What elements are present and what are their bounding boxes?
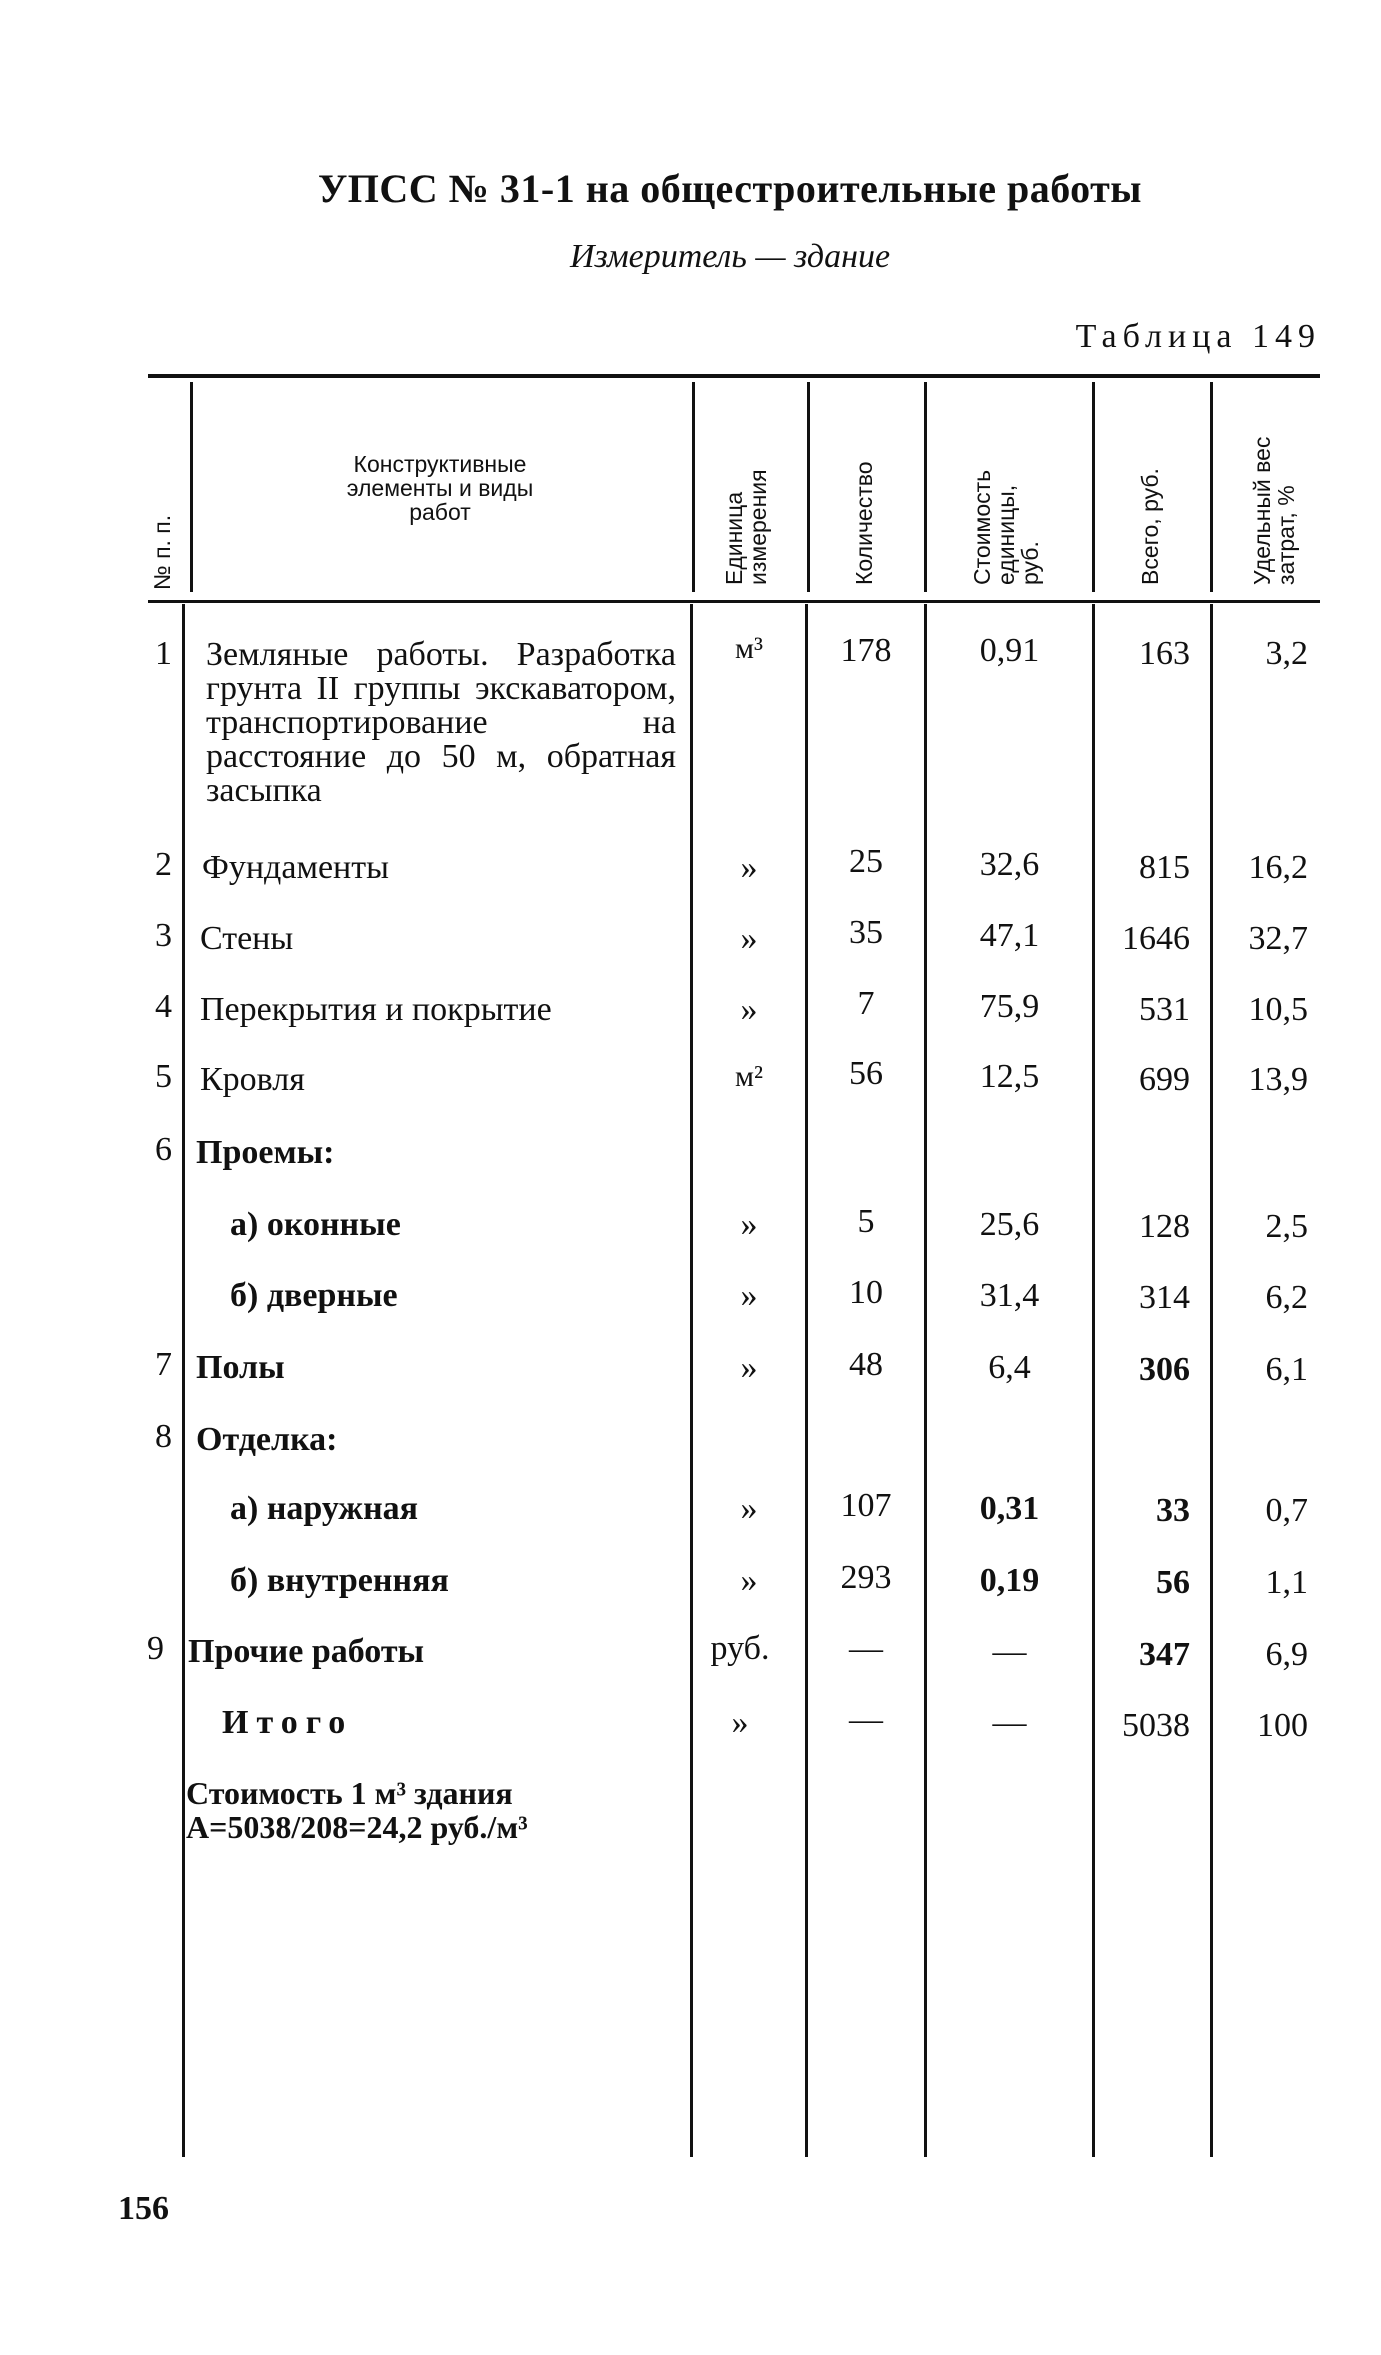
row-total: 531: [1139, 991, 1190, 1028]
header-bottom-rule: [148, 600, 1320, 603]
row-total: 33: [1156, 1492, 1190, 1529]
row-unit: »: [740, 991, 758, 1028]
table-top-rule: [148, 374, 1320, 378]
row-total: 5038: [1122, 1707, 1190, 1744]
row-total: 128: [1139, 1208, 1190, 1245]
row-name: Фундаменты: [202, 849, 389, 886]
row-qty: —: [849, 1630, 883, 1667]
row-qty: 293: [840, 1559, 892, 1596]
row-share: 1,1: [1265, 1564, 1308, 1601]
row-share: 2,5: [1265, 1208, 1308, 1245]
row-qty: 48: [849, 1346, 883, 1383]
row-cost: 12,5: [979, 1058, 1040, 1095]
row-name: Кровля: [200, 1061, 305, 1098]
row-share: 6,9: [1265, 1636, 1308, 1673]
row-name: Проемы:: [196, 1134, 335, 1171]
row-name: Прочие работы: [188, 1633, 425, 1670]
row-total: 347: [1139, 1636, 1190, 1673]
row-qty: 35: [849, 914, 883, 951]
row-cost: 6,4: [988, 1349, 1031, 1386]
row-qty: 56: [849, 1055, 883, 1092]
row-share: 6,1: [1265, 1351, 1308, 1388]
row-cost: 47,1: [979, 917, 1040, 954]
header-total: Всего, руб.: [1137, 468, 1163, 585]
row-total: 306: [1139, 1351, 1190, 1388]
table-label: Таблица 149: [1075, 318, 1321, 355]
header-unit-cost: Стоимость единицы, руб.: [969, 469, 1043, 585]
row-name: а) наружная: [230, 1490, 419, 1527]
row-name: Перекрытия и покрытие: [200, 991, 552, 1028]
col-divider: [807, 382, 810, 592]
header-qty: Количество: [851, 461, 877, 585]
header-share: Удельный вес затрат, %: [1249, 436, 1299, 585]
row-cost: 0,19: [979, 1562, 1040, 1599]
row-unit: »: [740, 1277, 758, 1314]
cost-note: Стоимость 1 м³ здания А=5038/208=24,2 руб./м³: [186, 1775, 528, 1845]
row-number: 7: [155, 1346, 172, 1383]
row-share: 16,2: [1248, 849, 1308, 886]
row-number: 2: [155, 846, 172, 883]
row-qty: 178: [840, 632, 892, 669]
row-share: 6,2: [1265, 1279, 1308, 1316]
row-name: б) дверные: [230, 1277, 398, 1314]
row-number: 1: [155, 635, 172, 672]
row-qty: 7: [857, 985, 875, 1022]
row-share: 0,7: [1265, 1492, 1308, 1529]
row-total: 815: [1139, 849, 1190, 886]
row-total: 163: [1139, 635, 1190, 672]
row-unit: »: [731, 1704, 749, 1741]
row-qty: 10: [849, 1274, 883, 1311]
row-unit: »: [740, 849, 758, 886]
row-cost: 0,31: [979, 1490, 1040, 1527]
page-number: 156: [118, 2190, 169, 2227]
row-total: 314: [1139, 1279, 1190, 1316]
col-divider: [190, 382, 193, 592]
col-divider: [1210, 382, 1213, 592]
page-title: УПСС № 31-1 на общестроительные работы: [317, 166, 1143, 211]
row-number: 5: [155, 1058, 172, 1095]
row-number: 8: [155, 1418, 172, 1455]
row-unit: »: [740, 1349, 758, 1386]
row-cost: 32,6: [979, 846, 1040, 883]
row-cost: —: [992, 1704, 1027, 1741]
col-divider: [924, 382, 927, 592]
measure-subtitle: Измеритель — здание: [569, 238, 891, 275]
row-name: Стены: [200, 920, 294, 957]
row-unit: »: [740, 1562, 758, 1599]
header-no: № п. п.: [149, 514, 175, 590]
row-qty: 5: [857, 1203, 875, 1240]
row-name: б) внутренняя: [230, 1562, 449, 1599]
row-number: 9: [147, 1630, 164, 1667]
col-divider: [182, 604, 185, 2157]
row-cost: 0,91: [979, 632, 1040, 669]
total-label: Итого: [222, 1704, 354, 1741]
row-name: Отделка:: [196, 1421, 338, 1458]
row-name: а) оконные: [230, 1206, 401, 1243]
row-qty: 107: [840, 1487, 892, 1524]
row-number: 4: [155, 988, 172, 1025]
header-elements: Конструктивные элементы и виды работ: [346, 451, 534, 525]
row-unit: »: [740, 1206, 758, 1243]
row-share: 10,5: [1248, 991, 1308, 1028]
row-qty: 25: [849, 843, 883, 880]
row-name: Полы: [196, 1349, 285, 1386]
row-share: 100: [1257, 1707, 1308, 1744]
row-share: 3,2: [1265, 635, 1308, 672]
row-cost: —: [992, 1633, 1027, 1670]
header-unit: Единица измерения: [721, 469, 771, 585]
row-unit: »: [740, 920, 758, 957]
row-unit: руб.: [710, 1630, 770, 1667]
row-qty: —: [849, 1701, 883, 1738]
row-cost: 25,6: [979, 1206, 1040, 1243]
row-share: 32,7: [1248, 920, 1308, 957]
row-unit: м³: [735, 632, 763, 665]
row-total: 56: [1156, 1564, 1190, 1601]
col-divider: [1092, 382, 1095, 592]
row-number: 3: [155, 917, 172, 954]
row-cost: 31,4: [979, 1277, 1040, 1314]
row-unit: м²: [735, 1060, 763, 1093]
row-unit: »: [740, 1490, 758, 1527]
row-total: 1646: [1122, 920, 1190, 957]
row-name: Земляные работы. Разработка грунта II группы экскаватором, транспортирование на расстояние до 50 м, обратная засыпка: [206, 636, 676, 809]
row-number: 6: [155, 1131, 172, 1168]
row-total: 699: [1139, 1061, 1190, 1098]
row-share: 13,9: [1248, 1061, 1308, 1098]
row-cost: 75,9: [979, 988, 1040, 1025]
col-divider: [692, 382, 695, 592]
